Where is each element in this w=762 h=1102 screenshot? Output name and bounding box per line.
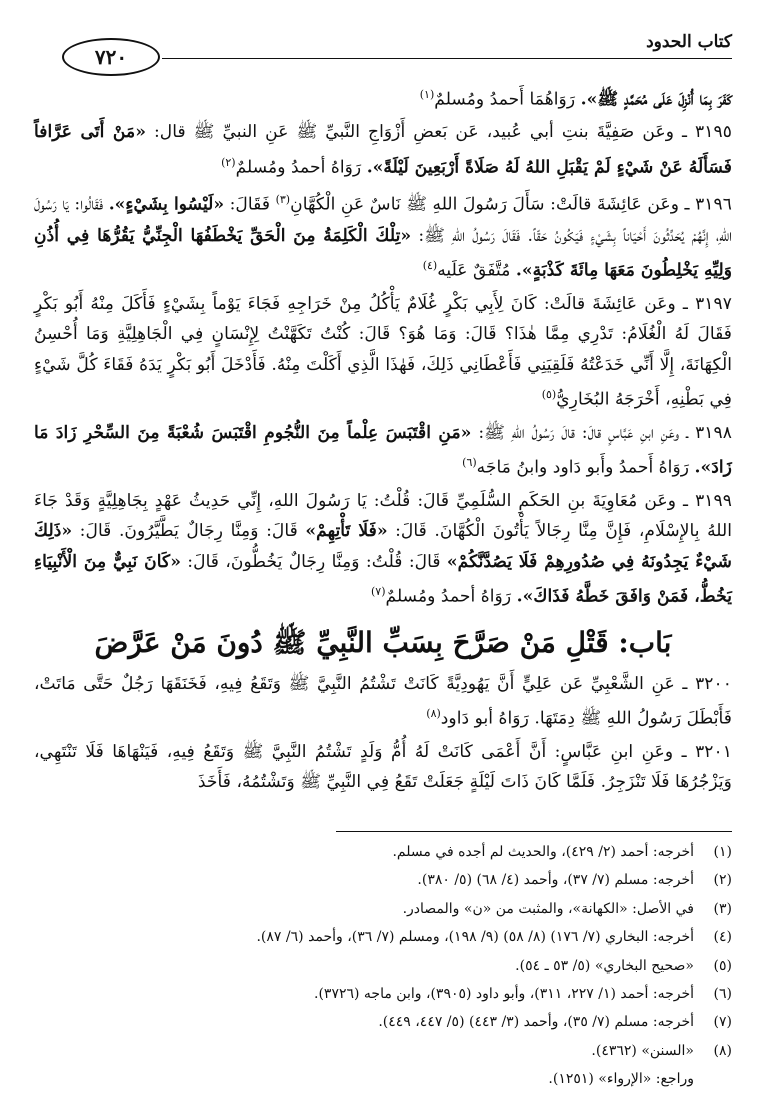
footnote-text: «السنن» (٤٣٦٢). xyxy=(591,1042,694,1059)
footnote-number: (٦) xyxy=(713,986,732,1003)
page-header xyxy=(34,28,732,68)
footnote-text: أخرجه: أحمد (١/ ٢٢٧، ٣١١)، وأبو داود (٣٩٠٥)، وابن ماجه (٣٧٢٦). xyxy=(314,986,694,1003)
footnote-item xyxy=(34,1037,732,1065)
hadith-3200 xyxy=(34,669,732,735)
hadith-intro: ٣١٩٩ ـ وعَن مُعَاوِيَةَ بنِ الحَكَمِ السُّلَمِيِّ قَالَ: قُلْتُ: يَا رَسُولَ اللهِ، إِنِّي حَدِيثُ عَهْدٍ بِجَاهِلِيَّةٍ وَقَدْ جَاءَ اللهُ بِالإِسْلَامِ، فَإِنَّ مِنَّا رِجَالاً يَأْتُونَ الْكُهَّانَ. قَالَ: xyxy=(34,490,733,542)
hadith-text: «مَنِ اقْتَبَسَ عِلْماً مِنَ النُّجُومِ اقْتَبَسَ شُعْبَةً مِنَ السِّحْرِ زَادَ مَا زَادَ». xyxy=(34,422,732,478)
footnote-text: أخرجه: مسلم (٧/ ٣٥)، وأحمد (٣/ ٤٤٣) (٥/ ٤٤٧، ٤٤٩). xyxy=(378,1014,694,1031)
footnote-ref: (٦) xyxy=(462,456,477,470)
footnote-ref: (٨) xyxy=(426,707,441,721)
footnote-number: (٥) xyxy=(713,957,732,974)
book-title: كتاب الحدود xyxy=(646,32,732,52)
chapter-heading: بَاب: قَتْلِ مَنْ صَرَّحَ بِسَبِّ النَّبِيِّ ﷺ دُونَ مَنْ عَرَّضَ xyxy=(94,625,672,659)
hadith-text: «مَنْ أَتَى عَرَّافاً فَسَأَلَهُ عَنْ شَيْءٍ لَمْ يَقْبَلِ اللهُ لَهُ صَلَاةً أَرْبَعِينَ لَيْلَةً». xyxy=(34,122,732,178)
hadith-text: كَفَرَ بِمَا أُنْزِلَ عَلَى مُحَمَّدٍ ﷺ». xyxy=(580,89,732,110)
footnote-item xyxy=(34,980,732,1008)
footnote-number: (٨) xyxy=(713,1042,732,1059)
page-number: ٧٢٠ xyxy=(62,38,160,76)
hadith-text: «تِلْكَ الْكَلِمَةُ مِنَ الْحَقِّ يَخْطَفُهَا الْجِنِّيُّ يَقُرُّهَا فِي أُذُنِ وَلِيِّهِ يَخْلِطُونَ مَعَهَا مِائَةَ كَذْبَةٍ». xyxy=(34,225,732,281)
source-note: مُتَّفَقٌ عَلَيه xyxy=(437,260,516,281)
footnote-text: وراجع: «الإرواء» (١٢٥١). xyxy=(548,1071,694,1088)
footnote-number: (٢) xyxy=(713,872,732,889)
hadith-narration: ٣٢٠١ ـ وعَنِ ابنِ عَبَّاسٍ: أَنَّ أَعْمَى كَانَتْ لَهُ أُمُّ وَلَدٍ تَشْتُمُ النَّبِيَّ ﷺ وَتَقَعُ فِيهِ، فَيَنْهَاهَا فَلَا تَنْتَهِي، وَيَزْجُرُهَا فَلَا تَنْزَجِرُ. فَلَمَّا كَانَ ذَاتَ لَيْلَةٍ جَعَلَتْ تَقَعُ فِي النَّبِيِّ ﷺ وَتَشْتُمُهُ، فَأَخَذَ xyxy=(34,741,732,793)
page-body xyxy=(34,80,732,800)
hadith-text: «فَلَا تَأْتِهِمْ» xyxy=(305,521,388,542)
hadith-narration: قَالَ: وَمِنَّا رِجَالٌ يَطَّيَّرُونَ. قَالَ: xyxy=(72,521,306,542)
footnote-text: أخرجه: البخاري (٧/ ١٧٦) (٨/ ٥٨) (٩/ ١٩٨)، ومسلم (٧/ ٣٦)، وأحمد (٦/ ٨٧). xyxy=(256,929,694,946)
paragraph-continuation xyxy=(34,80,732,115)
footnote-ref: (١) xyxy=(419,88,435,101)
footnote-text: في الأصل: «الكهانة»، والمثبت من «ن» والمصادر. xyxy=(402,900,694,917)
footnote-number: (١) xyxy=(713,844,732,860)
footnote-item xyxy=(34,866,732,894)
hadith-intro: ٣١٩٥ ـ وعَن صَفِيَّةَ بنتِ أبي عُبيد، عَن بَعضِ أَزْوَاجِ النَّبيِّ ﷺ عَنِ النبيِّ ﷺ قال: xyxy=(145,122,732,143)
hadith-text: «ذَلِكَ شَيْءٌ يَجِدُونَهُ فِي صُدُورِهِمْ فَلَا يَصُدَّنَّكُمْ» xyxy=(34,521,733,572)
hadith-intro: ٣١٩٨ ـ وعَنِ ابنِ عَبَّاسٍ قالَ: قالَ رَسُولُ اللهِ ﷺ: xyxy=(471,422,732,443)
hadith-intro: ٣١٩٦ ـ وعَن عَائِشَةَ قالَتْ: سَأَلَ رَسُولَ اللهِ ﷺ نَاسٌ عَنِ الْكُهَّانِ xyxy=(290,194,733,215)
footnote-ref: (٣) xyxy=(275,193,291,207)
hadith-narration: قَالَ: قُلْتُ: وَمِنَّا رِجَالٌ يَخُطُّونَ، قَالَ: xyxy=(180,551,447,572)
hadith-narration: فَقَالُوا: يَا رَسُولَ اللهِ، إِنَّهُمْ يُحَدِّثُونَ أَحْيَاناً بِشَيْءٍ فَيَكُونُ حَقّاً. فَقَالَ رَسُولُ اللهِ ﷺ: xyxy=(34,194,733,246)
source-note: رَوَاهُ أحمدُ ومُسلمٌ xyxy=(235,157,367,178)
footnote-number: (٣) xyxy=(713,900,732,917)
footnote-item xyxy=(34,952,732,980)
footnote-ref: (٧) xyxy=(370,585,386,599)
footnote-number: (٤) xyxy=(713,929,732,946)
hadith-narration: ٣٢٠٠ ـ عَنِ الشَّعْبِيِّ عَن عَلِيٍّ أَنَّ يَهُودِيَّةً كَانَتْ تَشْتُمُ النَّبِيَّ ﷺ وَتَقَعُ فِيهِ، فَخَنَقَهَا رَجُلٌ حَتَّى مَاتَتْ، فَأَبْطَلَ رَسُولُ اللهِ ﷺ دِمَتَهَا. رَوَاهُ أبو دَاود xyxy=(34,673,732,729)
hadith-text: «لَيْسُوا بِشَيْءٍ». xyxy=(108,194,225,215)
footnote-divider xyxy=(336,831,732,832)
footnote-number: (٧) xyxy=(713,1014,732,1031)
source-note: رَوَاهُ أَحمدُ وأَبو دَاود وابنُ مَاجَه xyxy=(476,457,695,478)
hadith-3195 xyxy=(34,117,732,183)
hadith-narration: ٣١٩٧ ـ وعَن عَائِشَةَ قالَتْ: كَانَ لِأَبِي بَكْرٍ غُلَامٌ يَأْكُلُ مِنْ خَرَاجِهِ فَجَاءَ يَوْماً بِشَيْءٍ فَأَكَلَ مِنْهُ أَبُو بَكْرٍ فَقَالَ لَهُ الْغُلَامُ: تَدْرِي مِمَّا هٰذَا؟ قَالَ: وَمَا هُوَ؟ قَالَ: كُنْتُ تَكَهَّنْتُ لِإِنْسَانٍ فِي الْجَاهِلِيَّةِ وَمَا أُحْسِنُ الْكِهَانَةَ، إِلَّا أَنِّي خَدَعْتُهُ فَلَقِيَنِي فَأَعْطَانِي ذَلِكَ، فَهٰذَا الَّذِي أَكَلْتَ مِنْهُ. فَأَدْخَلَ أَبُو بَكْرٍ يَدَهُ فَقَاءَ كُلَّ شَيْءٍ فِي بَطْنِهِ، أَخْرَجَهُ البُخَارِيُّ xyxy=(34,293,732,411)
hadith-3201 xyxy=(34,737,732,798)
footnote-text: أخرجه: أحمد (٢/ ٤٢٩)، والحديث لم أجده في مسلم. xyxy=(392,844,694,860)
footnote-text: «صحيح البخاري» (٥/ ٥٣ ـ ٥٤). xyxy=(515,957,694,974)
footnote-ref: (٤) xyxy=(422,259,438,273)
header-rule xyxy=(162,58,732,59)
footnote-text: أخرجه: مسلم (٧/ ٣٧)، وأحمد (٤/ ٦٨) (٥/ ٣٨٠). xyxy=(417,872,694,889)
footnote-ref: (٢) xyxy=(221,155,236,169)
footnote-item xyxy=(34,895,732,923)
footnote-item xyxy=(34,1065,732,1093)
hadith-3198 xyxy=(34,418,732,484)
footnote-item xyxy=(34,923,732,951)
hadith-text: «كَانَ نَبِيٌّ مِنَ الْأَنْبِيَاءِ يَخُطُّ، فَمَنْ وَافَقَ خَطَّهُ فَذَاكَ». xyxy=(34,551,732,608)
footnote-item xyxy=(34,838,732,866)
hadith-3199 xyxy=(34,486,732,613)
source-note: رَوَاهُمَا أَحمدُ ومُسلمٌ xyxy=(434,89,581,110)
footnotes xyxy=(34,838,732,1094)
hadith-narration: فَقَالَ: xyxy=(224,194,276,215)
hadith-3196 xyxy=(34,185,732,286)
hadith-3197 xyxy=(34,289,732,416)
footnote-number xyxy=(694,1065,732,1093)
footnote-item xyxy=(34,1008,732,1036)
source-note: رَوَاهُ أحمدُ ومُسلمٌ xyxy=(385,587,517,608)
footnote-ref: (٥) xyxy=(541,388,557,402)
